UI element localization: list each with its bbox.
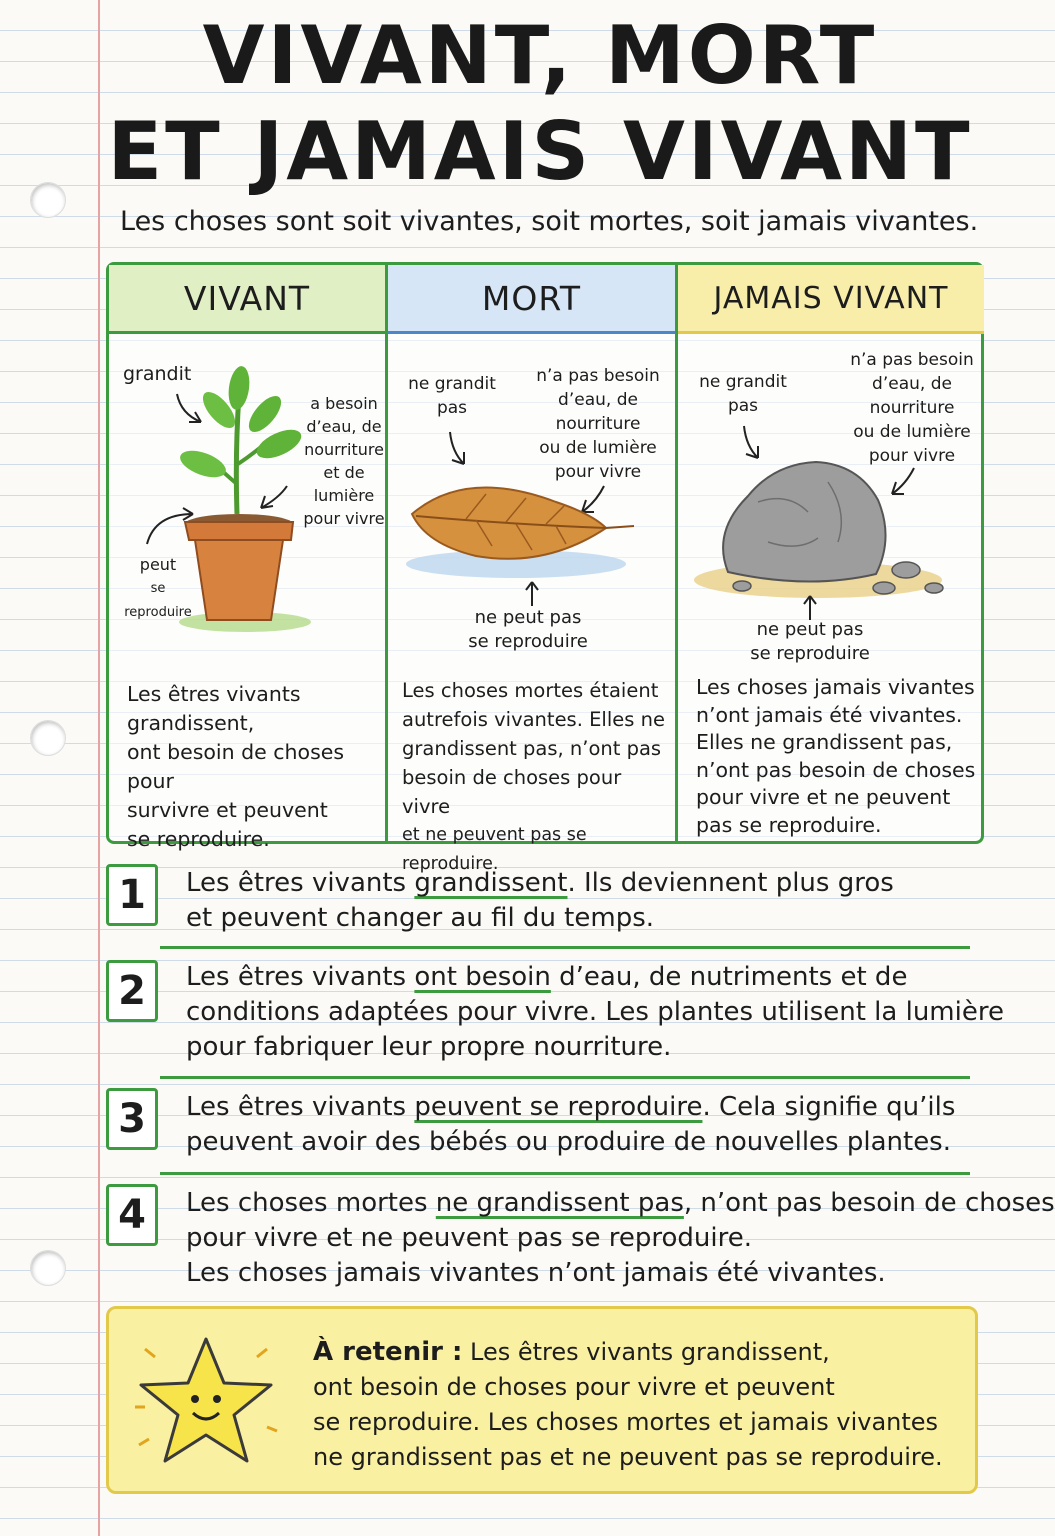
point-text: Les êtres vivants ont besoin d’eau, de nutriments et de conditions adaptées pour vivre. Les plantes utilisent la lumière pour fabriquer leur propre nourriture. [186, 962, 1004, 1062]
column-body-jamais-vivant [678, 331, 984, 841]
label-no-reproduce: ne peut pas se reproduire [750, 619, 870, 664]
arrow-icon [444, 430, 474, 470]
point-text: Les choses mortes ne grandissent pas, n’ont pas besoin de choses pour vivre et ne peuvent pas se reproduire. Les choses jamais vivantes n’ont jamais été vivantes. [186, 1188, 1055, 1288]
description-jamais-vivant: Les choses jamais vivantes n’ont jamais été vivantes. Elles ne grandissent pas, n’ont pas besoin de choses pour vivre et ne peuvent pas se reproduire. [696, 675, 976, 837]
arrow-icon [524, 578, 540, 608]
rock-illustration [688, 442, 968, 602]
column-body-vivant [109, 331, 385, 851]
retenir-box [106, 1306, 978, 1494]
dead-leaf-illustration [406, 474, 638, 584]
plant-illustration [175, 364, 315, 634]
label-reproduce: peut se reproduire [124, 555, 192, 620]
point-number: 2 [106, 960, 158, 1022]
column-header-vivant: VIVANT [109, 265, 385, 331]
divider [160, 1172, 970, 1175]
point-number: 1 [106, 864, 158, 926]
column-body-mort [388, 331, 675, 874]
label-not-grow: ne grandit pas [699, 372, 787, 416]
column-jamais-vivant [675, 265, 984, 841]
column-header-jamais-vivant: JAMAIS VIVANT [678, 265, 984, 331]
point-4 [106, 1184, 1055, 1294]
comparison-table [106, 262, 984, 874]
smiling-star-icon [131, 1327, 281, 1473]
page-title: VIVANT, MORT [202, 9, 878, 102]
binder-hole [30, 182, 66, 218]
description-vivant: Les êtres vivants grandissent, ont besoin de choses pour survivre et peuvent se reproduire. [127, 682, 345, 851]
point-text: Les êtres vivants grandissent. Ils deviennent plus gros et peuvent changer au fil du temps. [186, 868, 894, 933]
page-title-line2: ET JAMAIS VIVANT [107, 105, 973, 198]
binder-hole [30, 1250, 66, 1286]
column-header-mort: MORT [388, 265, 675, 331]
label-grandit: grandit [123, 363, 192, 385]
point-1 [106, 864, 972, 944]
point-2 [106, 960, 1004, 1070]
point-text: Les êtres vivants peuvent se reproduire. Cela signifie qu’ils peuvent avoir des bébés ou produire de nouvelles plantes. [186, 1092, 956, 1157]
label-not-grow: ne grandit pas [408, 374, 496, 418]
column-mort [385, 265, 675, 874]
divider [160, 946, 970, 949]
notebook-margin-line [98, 0, 100, 1536]
column-vivant [109, 265, 385, 851]
point-number: 4 [106, 1184, 158, 1246]
page-subtitle: Les choses sont soit vivantes, soit mortes, soit jamais vivantes. [120, 206, 979, 237]
label-needs: a besoin d’eau, de nourriture et de lumière pour vivre [303, 394, 385, 528]
point-3 [106, 1088, 972, 1168]
point-number: 3 [106, 1088, 158, 1150]
label-no-reproduce: ne peut pas se reproduire [468, 607, 588, 652]
retenir-text: À retenir : Les êtres vivants grandissent, ont besoin de choses pour vivre et peuvent se reproduire. Les choses mortes et jamais vivantes ne grandissent pas et ne peuvent pas se reproduire. [313, 1337, 943, 1471]
description-mort: Les choses mortes étaient autrefois vivantes. Elles ne grandissent pas, n’ont pas besoin de choses pour vivre et ne peuvent pas se reproduire. [402, 679, 665, 874]
label-no-needs: n’a pas besoin d’eau, de nourriture ou de lumière pour vivre [536, 366, 660, 482]
binder-hole [30, 720, 66, 756]
divider [160, 1076, 970, 1079]
label-no-needs: n’a pas besoin d’eau, de nourriture ou de lumière pour vivre [850, 350, 974, 466]
